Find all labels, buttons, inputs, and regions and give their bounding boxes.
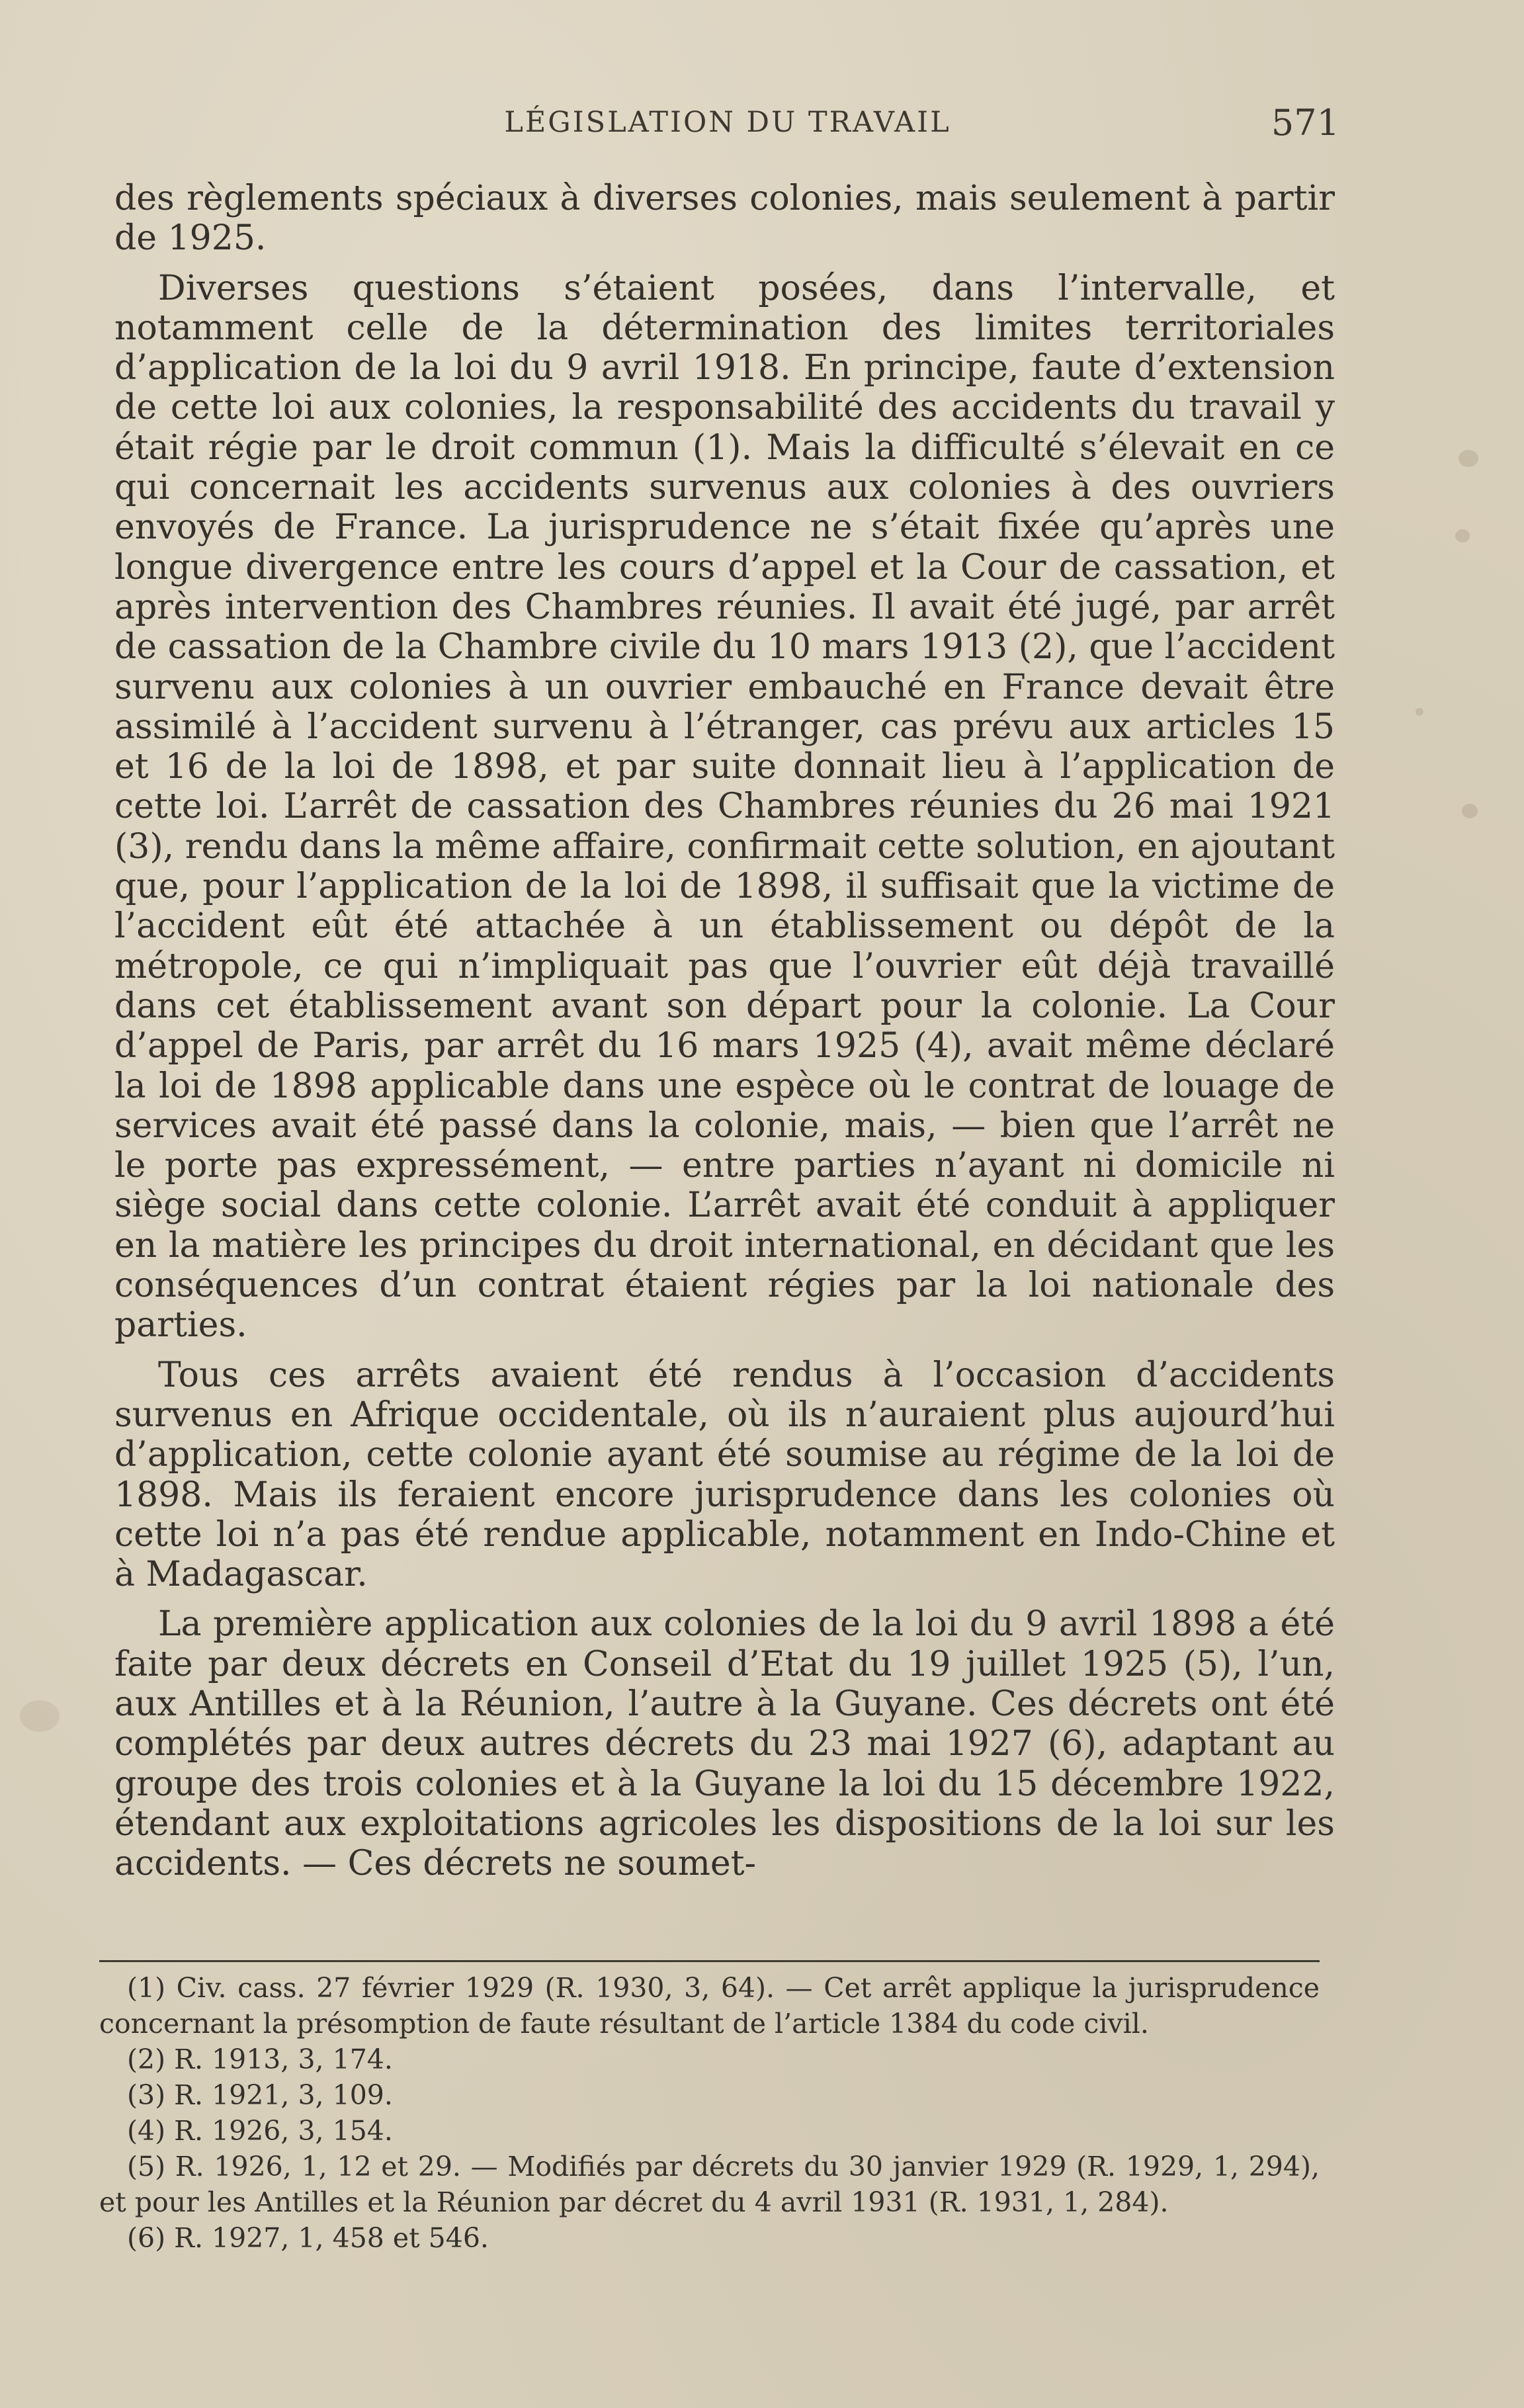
footnote: (1) Civ. cass. 27 février 1929 (R. 1930, 3, 64). — Cet arrêt applique la jurisprudence concernant la présomption de faute résultant de l’article 1384 du code civil.	[99, 1972, 1320, 2040]
paper-stain	[1416, 708, 1423, 716]
body-text	[114, 179, 1335, 1893]
paper-stain	[1462, 804, 1478, 818]
running-header	[116, 102, 1339, 152]
paper-stain	[1455, 529, 1470, 542]
footnote: (3) R. 1921, 3, 109.	[127, 2079, 393, 2111]
paragraph: Tous ces arrêts avaient été rendus à l’occasion d’accidents survenus en Afrique occidentale, où ils n’auraient plus aujourd’hui d’application, cette colonie ayant été soumise au régime de la loi de 1898. Mais ils feraient encore jurisprudence dans les colonies où cette loi n’a pas été rendue applicable, notamment en Indo-Chine et à Madagascar.	[114, 1355, 1335, 1595]
paper-stain	[1459, 450, 1478, 467]
footnote: (6) R. 1927, 1, 458 et 546.	[127, 2222, 489, 2254]
paragraph: La première application aux colonies de la loi du 9 avril 1898 a été faite par deux décrets en Conseil d’Etat du 19 juillet 1925 (5), l’un, aux Antilles et à la Réunion, l’autre à la Guyane. Ces décrets ont été complétés par deux autres décrets du 23 mai 1927 (6), adaptant au groupe des trois colonies et à la Guyane la loi du 15 décembre 1922, étendant aux exploitations agricoles les dispositions de la loi sur les accidents. — Ces décrets ne soumet-	[114, 1604, 1335, 1884]
paragraph: des règlements spéciaux à diverses colonies, mais seulement à partir de 1925.	[114, 179, 1335, 259]
footnote: (4) R. 1926, 3, 154.	[127, 2115, 393, 2147]
running-title: LÉGISLATION DU TRAVAIL	[504, 106, 951, 139]
footnote: (2) R. 1913, 3, 174.	[127, 2043, 393, 2075]
footnote-divider	[99, 1960, 1320, 1962]
footnote: (5) R. 1926, 1, 12 et 29. — Modifiés par décrets du 30 janvier 1929 (R. 1929, 1, 294), et pour les Antilles et la Réunion par décret du 4 avril 1931 (R. 1931, 1, 284).	[99, 2151, 1320, 2218]
paragraph: Diverses questions s’étaient posées, dans l’intervalle, et notamment celle de la détermination des limites territoriales d’application de la loi du 9 avril 1918. En principe, faute d’extension de cette loi aux colonies, la responsabilité des accidents du travail y était régie par le droit commun (1). Mais la difficulté s’élevait en ce qui concernait les accidents survenus aux colonies à des ouvriers envoyés de France. La jurisprudence ne s’était fixée qu’après une longue divergence entre les cours d’appel et la Cour de cassation, et après intervention des Chambres réunies. Il avait été jugé, par arrêt de cassation de la Chambre civile du 10 mars 1913 (2), que l’accident survenu aux colonies à un ouvrier embauché en France devait être assimilé à l’accident survenu à l’étranger, cas prévu aux articles 15 et 16 de la loi de 1898, et par suite donnait lieu à l’application de cette loi. L’arrêt de cassation des Chambres réunies du 26 mai 1921 (3), rendu dans la même affaire, confirmait cette solution, en ajoutant que, pour l’application de la loi de 1898, il suffisait que la victime de l’accident eût été attachée à un établissement ou dépôt de la métropole, ce qui n’impliquait pas que l’ouvrier eût déjà travaillé dans cet établissement avant son départ pour la colonie. La Cour d’appel de Paris, par arrêt du 16 mars 1925 (4), avait même déclaré la loi de 1898 applicable dans une espèce où le contrat de louage de services avait été passé dans la colonie, mais, — bien que l’arrêt ne le porte pas expressément, — entre parties n’ayant ni domicile ni siège social dans cette colonie. L’arrêt avait été conduit à appliquer en la matière les principes du droit international, en décidant que les conséquences d’un contrat étaient régies par la loi nationale des parties.	[114, 268, 1335, 1346]
page-number: 571	[1271, 102, 1339, 144]
paper-stain	[20, 1700, 60, 1732]
footnotes	[99, 1970, 1320, 2256]
